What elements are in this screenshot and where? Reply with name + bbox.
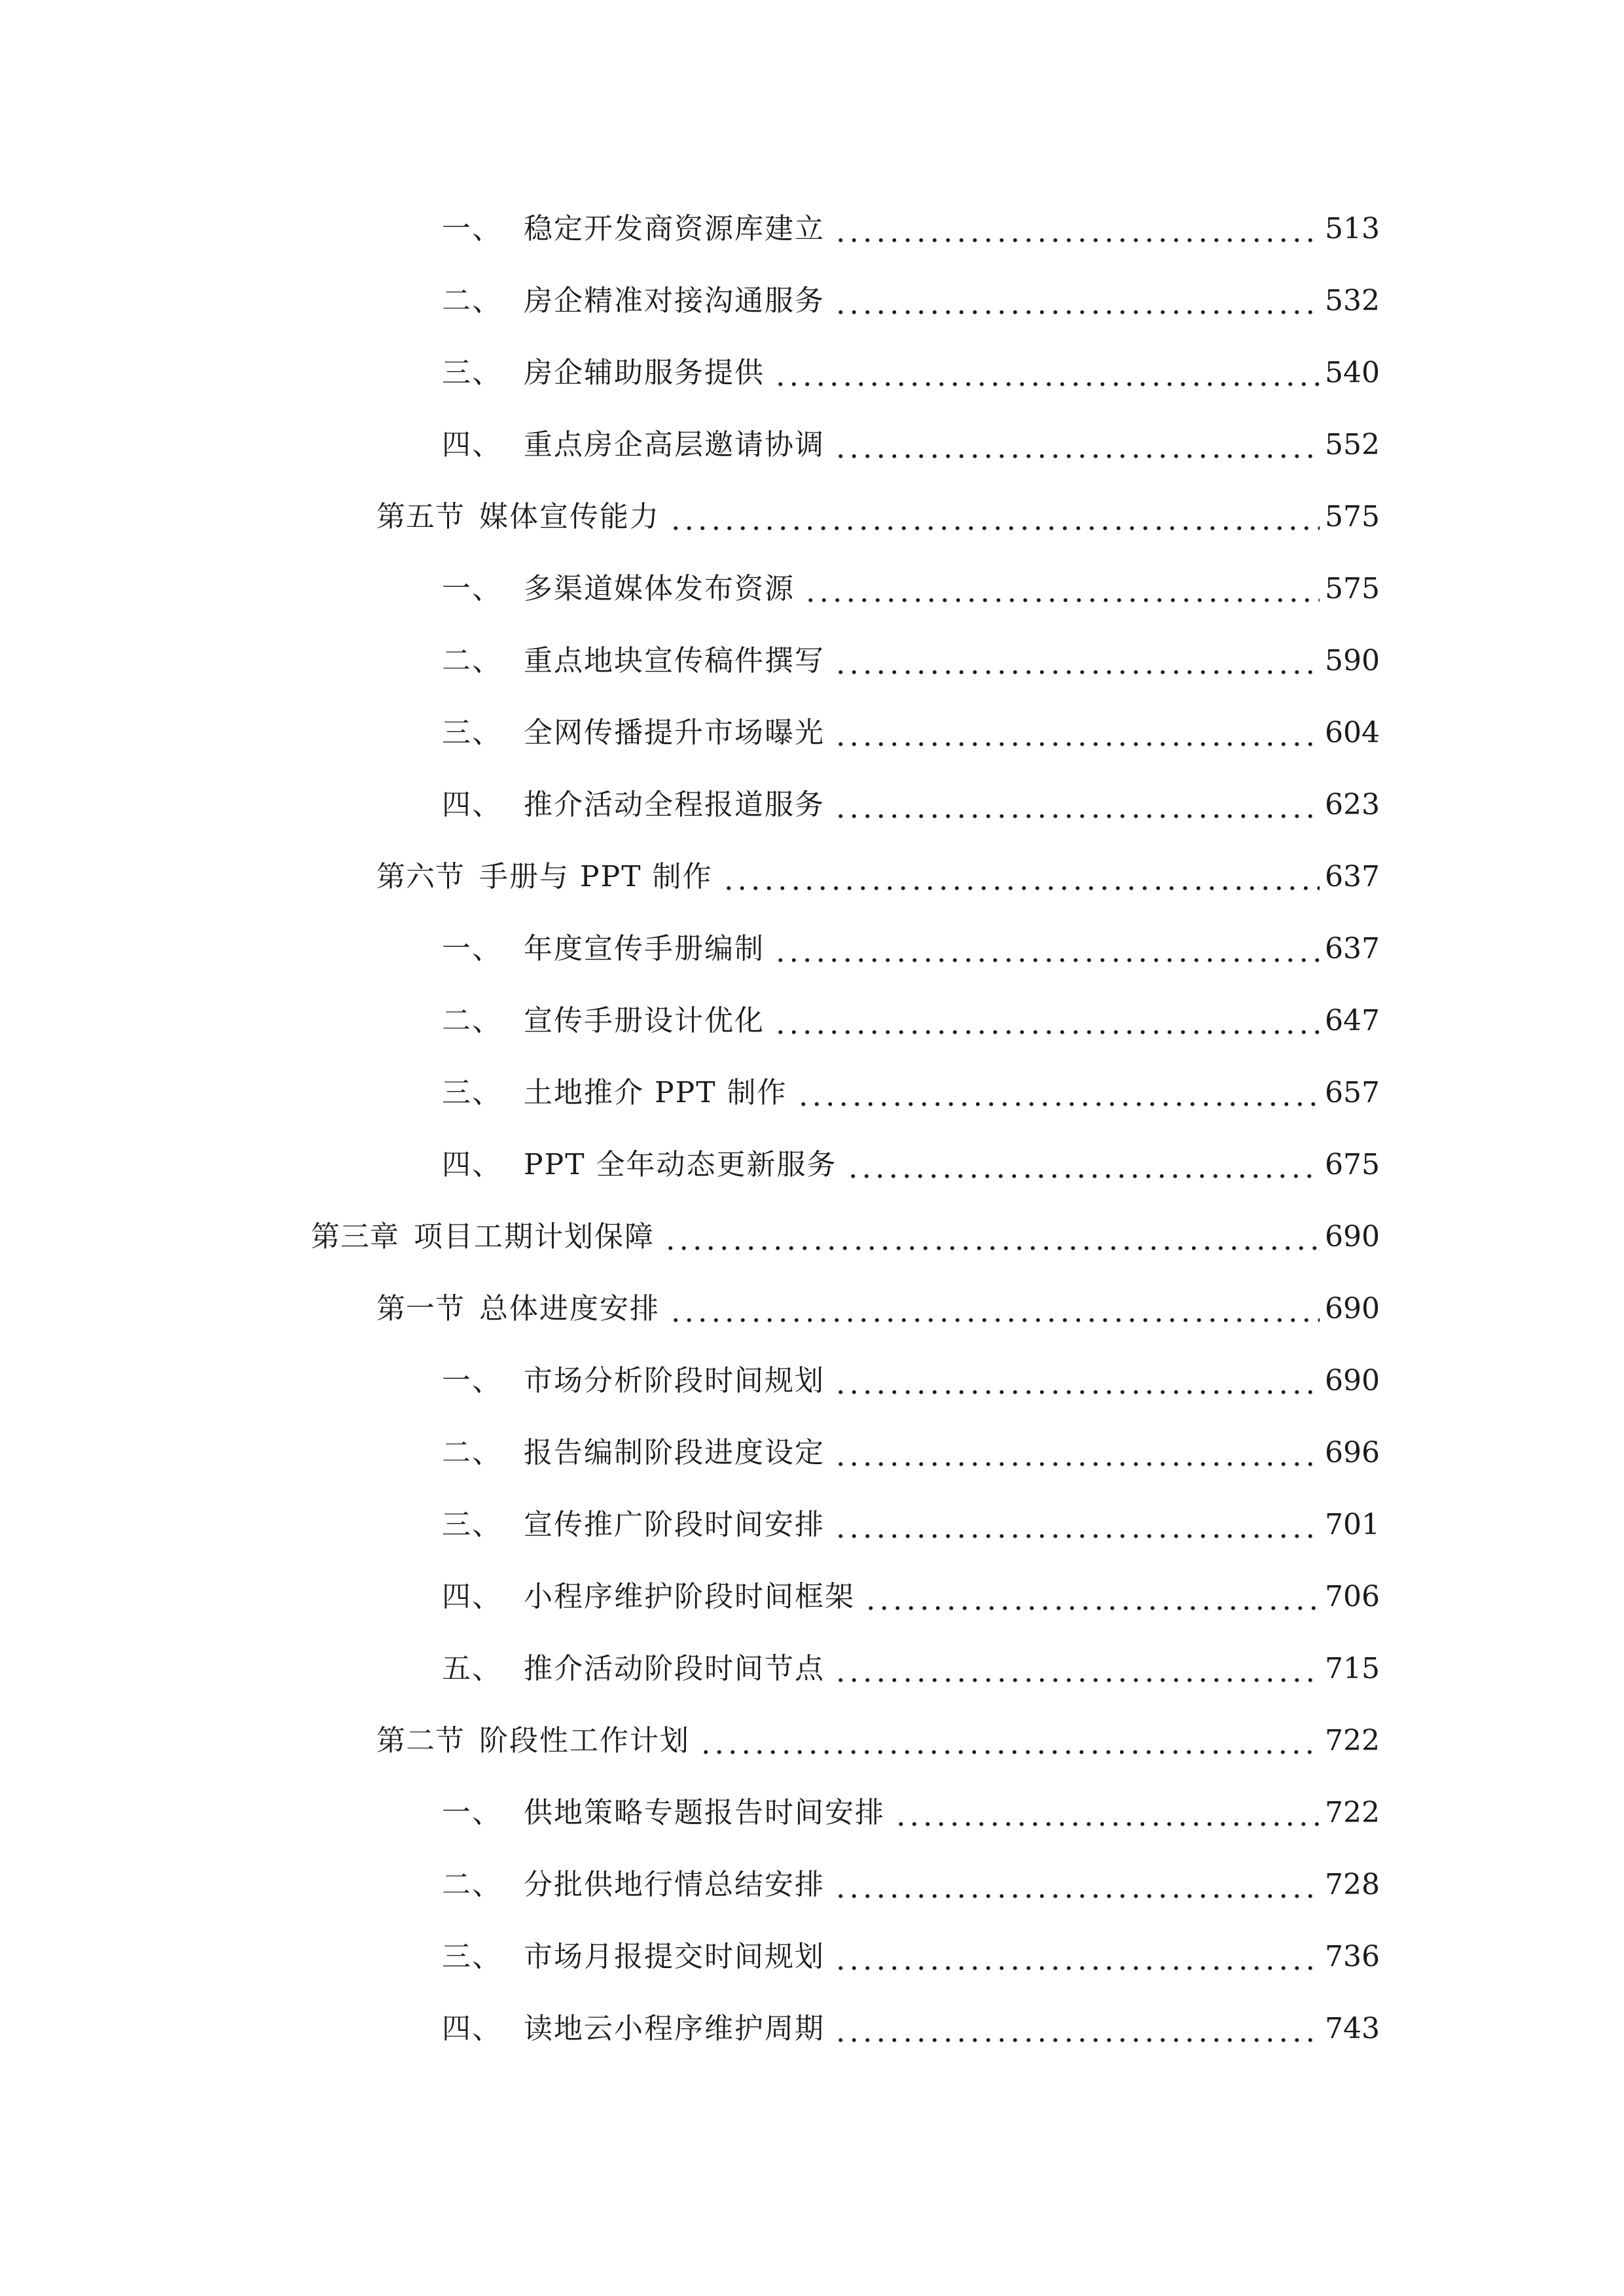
toc-entry[interactable]	[442, 419, 1380, 471]
toc-entry-title: 土地推介 PPT 制作	[524, 1076, 787, 1109]
toc-entry-number: 五、	[442, 1652, 502, 1685]
toc-entry[interactable]	[442, 1859, 1380, 1911]
toc-entry-number: 三、	[442, 1076, 502, 1109]
toc-entry[interactable]	[442, 1067, 1380, 1119]
dot-leader	[699, 1715, 1320, 1767]
dot-leader	[834, 275, 1320, 327]
toc-entry-page: 623	[1325, 788, 1380, 821]
toc-entry[interactable]	[442, 1787, 1380, 1839]
toc-entry-title: 推介活动阶段时间节点	[524, 1652, 825, 1685]
toc-entry-number: 四、	[442, 428, 502, 461]
toc-entry[interactable]	[311, 1211, 1380, 1263]
toc-entry-number: 四、	[442, 1148, 502, 1181]
toc-entry[interactable]	[442, 1139, 1380, 1191]
toc-entry-title: 重点地块宣传稿件撰写	[524, 644, 825, 677]
toc-entry[interactable]	[442, 707, 1380, 759]
dot-leader	[797, 1067, 1320, 1119]
toc-entry-page: 690	[1325, 1292, 1380, 1325]
toc-entry[interactable]	[442, 1571, 1380, 1623]
toc-entry-title: PPT 全年动态更新服务	[524, 1148, 837, 1181]
toc-entry[interactable]	[442, 1427, 1380, 1479]
dot-leader	[669, 1283, 1320, 1335]
dot-leader	[774, 347, 1320, 399]
toc-entry-title: 宣传手册设计优化	[524, 1004, 765, 1037]
toc-entry-title: 房企精准对接沟通服务	[524, 284, 825, 317]
toc-entry-number: 一、	[442, 1364, 502, 1397]
toc-entry-number: 一、	[442, 572, 502, 605]
toc-entry-page: 540	[1325, 356, 1380, 389]
toc-entry-title: 手册与 PPT 制作	[479, 860, 713, 893]
dot-leader	[834, 1499, 1320, 1551]
toc-entry[interactable]	[376, 491, 1380, 543]
dot-leader	[722, 851, 1320, 903]
toc-entry-title: 媒体宣传能力	[479, 500, 660, 533]
toc-entry-page: 736	[1325, 1940, 1380, 1973]
toc-entry[interactable]	[442, 203, 1380, 255]
toc-entry-page: 657	[1325, 1076, 1380, 1109]
toc-entry[interactable]	[442, 275, 1380, 327]
toc-entry-page: 637	[1325, 932, 1380, 965]
toc-entry[interactable]	[442, 923, 1380, 975]
toc-entry-title: 推介活动全程报道服务	[524, 788, 825, 821]
toc-entry-page: 722	[1325, 1796, 1380, 1829]
dot-leader	[834, 1859, 1320, 1911]
toc-entry-page: 513	[1325, 212, 1380, 245]
toc-entry-page: 575	[1325, 500, 1380, 533]
dot-leader	[834, 1355, 1320, 1407]
toc-entry-number: 第六节	[376, 860, 465, 893]
toc-entry-title: 多渠道媒体发布资源	[524, 572, 795, 605]
toc-entry-page: 690	[1325, 1364, 1380, 1397]
toc-entry-page: 604	[1325, 716, 1380, 749]
toc-entry-page: 728	[1325, 1868, 1380, 1901]
toc-entry-page: 552	[1325, 428, 1380, 461]
toc-entry-number: 二、	[442, 1868, 502, 1901]
toc-entry[interactable]	[442, 1643, 1380, 1695]
toc-entry-title: 总体进度安排	[479, 1292, 660, 1325]
toc-entry-page: 743	[1325, 2012, 1380, 2045]
toc-entry[interactable]	[376, 851, 1380, 903]
toc-entry-page: 706	[1325, 1580, 1380, 1613]
toc-entry-page: 637	[1325, 860, 1380, 893]
toc-entry-title: 项目工期计划保障	[414, 1220, 655, 1253]
toc-entry[interactable]	[376, 1283, 1380, 1335]
toc-entry[interactable]	[442, 2003, 1380, 2055]
dot-leader	[834, 1427, 1320, 1479]
dot-leader	[834, 707, 1320, 759]
toc-entry[interactable]	[442, 1499, 1380, 1551]
toc-entry-page: 575	[1325, 572, 1380, 605]
toc-entry[interactable]	[442, 347, 1380, 399]
dot-leader	[834, 779, 1320, 831]
dot-leader	[834, 203, 1320, 255]
dot-leader	[846, 1139, 1320, 1191]
toc-entry-title: 房企辅助服务提供	[524, 356, 765, 389]
dot-leader	[834, 419, 1320, 471]
toc-entry-number: 三、	[442, 356, 502, 389]
toc-entry-number: 二、	[442, 644, 502, 677]
toc-entry-number: 三、	[442, 1508, 502, 1541]
dot-leader	[834, 2003, 1320, 2055]
toc-entry-title: 分批供地行情总结安排	[524, 1868, 825, 1901]
toc-entry-number: 四、	[442, 2012, 502, 2045]
toc-entry-title: 稳定开发商资源库建立	[524, 212, 825, 245]
toc-entry-number: 四、	[442, 1580, 502, 1613]
toc-entry-number: 三、	[442, 716, 502, 749]
toc-entry-page: 701	[1325, 1508, 1380, 1541]
dot-leader	[894, 1787, 1320, 1839]
toc-entry-title: 年度宣传手册编制	[524, 932, 765, 965]
toc-entry[interactable]	[442, 779, 1380, 831]
toc-entry-number: 第一节	[376, 1292, 465, 1325]
toc-entry-title: 全网传播提升市场曝光	[524, 716, 825, 749]
toc-entry-title: 小程序维护阶段时间框架	[524, 1580, 855, 1613]
toc-entry-number: 四、	[442, 788, 502, 821]
toc-entry-number: 第二节	[376, 1724, 465, 1757]
dot-leader	[834, 635, 1320, 687]
toc-entry-number: 第五节	[376, 500, 465, 533]
toc-entry-page: 690	[1325, 1220, 1380, 1253]
toc-entry-title: 市场月报提交时间规划	[524, 1940, 825, 1973]
toc-entry-number: 三、	[442, 1940, 502, 1973]
dot-leader	[669, 491, 1320, 543]
dot-leader	[804, 563, 1320, 615]
toc-entry-number: 一、	[442, 1796, 502, 1829]
toc-entry-number: 二、	[442, 1436, 502, 1469]
dot-leader	[664, 1211, 1320, 1263]
dot-leader	[834, 1931, 1320, 1983]
dot-leader	[774, 995, 1320, 1047]
toc-entry-title: 阶段性工作计划	[479, 1724, 690, 1757]
toc-entry-title: 读地云小程序维护周期	[524, 2012, 825, 2045]
dot-leader	[864, 1571, 1320, 1623]
toc-entry[interactable]	[442, 1355, 1380, 1407]
toc-entry-number: 二、	[442, 1004, 502, 1037]
toc-entry[interactable]	[442, 635, 1380, 687]
toc-entry-number: 第三章	[311, 1220, 399, 1253]
dot-leader	[774, 923, 1320, 975]
toc-entry-number: 一、	[442, 932, 502, 965]
dot-leader	[834, 1643, 1320, 1695]
toc-entry-number: 一、	[442, 212, 502, 245]
toc-entry[interactable]	[442, 1931, 1380, 1983]
toc-entry-title: 宣传推广阶段时间安排	[524, 1508, 825, 1541]
toc-entry[interactable]	[442, 995, 1380, 1047]
toc-entry-page: 590	[1325, 644, 1380, 677]
toc-entry-page: 722	[1325, 1724, 1380, 1757]
toc-entry[interactable]	[376, 1715, 1380, 1767]
toc-entry-page: 715	[1325, 1652, 1380, 1685]
toc-entry[interactable]	[442, 563, 1380, 615]
toc-entry-title: 报告编制阶段进度设定	[524, 1436, 825, 1469]
toc-entry-page: 696	[1325, 1436, 1380, 1469]
toc-entry-page: 675	[1325, 1148, 1380, 1181]
toc-entry-title: 供地策略专题报告时间安排	[524, 1796, 885, 1829]
toc-entry-number: 二、	[442, 284, 502, 317]
toc-entry-page: 647	[1325, 1004, 1380, 1037]
toc-entry-page: 532	[1325, 284, 1380, 317]
toc-entry-title: 重点房企高层邀请协调	[524, 428, 825, 461]
toc-entry-title: 市场分析阶段时间规划	[524, 1364, 825, 1397]
